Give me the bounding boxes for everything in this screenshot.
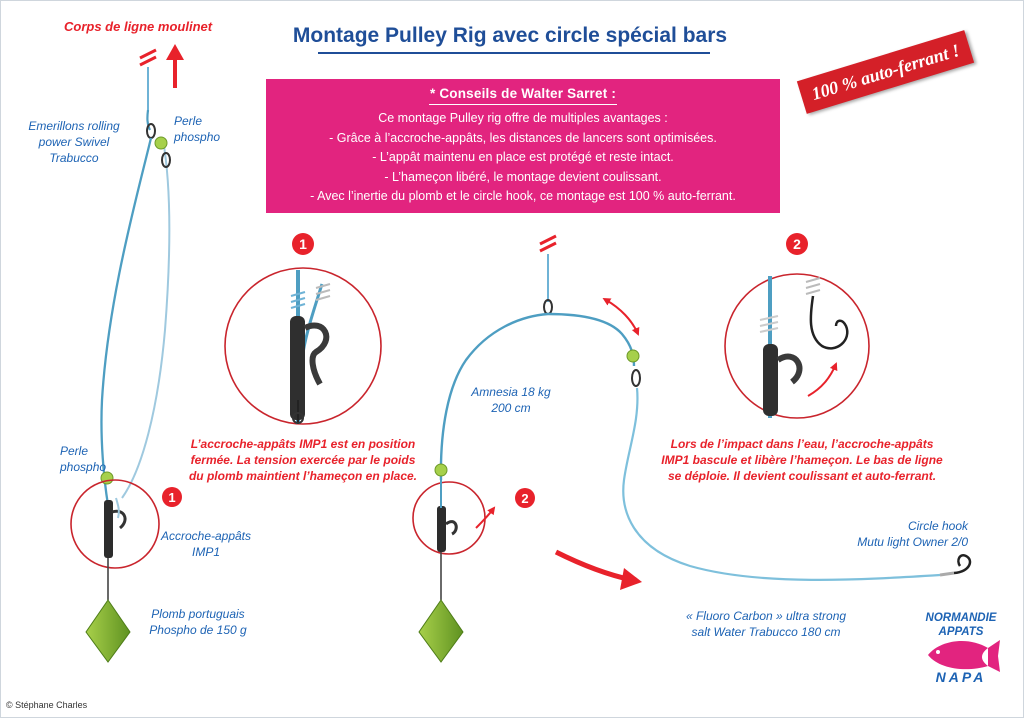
- deploy-arrow-icon: [556, 552, 632, 580]
- logo-text: NORMANDIE: [925, 612, 997, 624]
- bait-clip-label-line: Accroche-appâts: [160, 529, 252, 543]
- photo-credit: © Stéphane Charles: [6, 700, 88, 710]
- bead-top-label: [174, 113, 220, 145]
- arrow-icon: [808, 364, 836, 396]
- lead-label-line: Plomb portuguais: [151, 607, 245, 621]
- bead-top-label-line: phospho: [174, 130, 221, 144]
- line-cut-icon: [540, 236, 556, 251]
- swivel-label-line: power Swivel Trabucco: [38, 135, 110, 165]
- hook-label-line: Mutu light Owner 2/0: [857, 535, 968, 549]
- advice-heading: * Conseils de Walter Sarret :: [429, 86, 617, 101]
- bead-bottom-label-line: Perle: [60, 444, 89, 458]
- step-one-caption-line: L’accroche-appâts IMP1 est en position: [190, 437, 416, 451]
- movement-arrow-icon: [606, 300, 638, 334]
- circle-hook-icon: [811, 296, 847, 348]
- arrow-up-icon: [166, 44, 184, 88]
- step-marker-two-text: 2: [793, 236, 801, 252]
- step-marker-one-text: 1: [168, 490, 176, 505]
- lead-weight-icon: [86, 600, 130, 662]
- fluoro-label-line: « Fluoro Carbon » ultra strong: [685, 609, 847, 623]
- auto-ferrant-stamp: 100 % auto-ferrant !: [797, 30, 974, 114]
- logo-text: APPATS: [938, 626, 984, 638]
- swivel-icon: [147, 124, 155, 138]
- step-two-caption-line: se déploie. Il devient coulissant et auto-ferrant.: [667, 469, 937, 483]
- zoom-step-one: [225, 233, 381, 424]
- bead-icon: [627, 350, 639, 362]
- hook-label-line: Circle hook: [907, 519, 968, 533]
- bait-clip-circle: [413, 482, 485, 554]
- bead-icon: [155, 137, 167, 149]
- swivel-icon: [632, 370, 640, 386]
- bead-top-label-line: Perle: [174, 114, 203, 128]
- swivel-label: [14, 118, 134, 166]
- advice-line: Ce montage Pulley rig offre de multiples avantages :: [378, 111, 668, 125]
- lead-label: [140, 606, 256, 638]
- lead-weight-icon: [419, 600, 463, 662]
- bait-clip-label: [156, 528, 256, 560]
- fluoro-label: [668, 608, 864, 640]
- step-marker-one-text: 1: [299, 236, 307, 252]
- swivel-icon: [544, 300, 552, 314]
- amnesia-label-line: 200 cm: [491, 401, 531, 415]
- hook-label: [838, 518, 968, 550]
- advice-line: - L’hameçon libéré, le montage devient coulissant.: [384, 169, 662, 184]
- step-one-caption: [178, 436, 428, 484]
- circle-hook-icon: [954, 555, 970, 573]
- bead-icon: [435, 464, 447, 476]
- advice-line: - Grâce à l’accroche-appâts, les distances de lancers sont optimisées.: [329, 130, 717, 145]
- napa-logo-fish: [928, 640, 1000, 672]
- bead-bottom-label: [60, 443, 106, 475]
- step-two-caption: [654, 436, 950, 484]
- bait-clip-icon: [104, 498, 125, 558]
- bait-clip-circle: [71, 480, 159, 568]
- line-cut-icon: [140, 50, 156, 65]
- amnesia-label: [466, 384, 556, 416]
- advice-line: - L’appât maintenu en place est protégé et reste intact.: [372, 150, 674, 164]
- main-line-label: Corps de ligne moulinet: [64, 19, 213, 34]
- bait-clip-icon: [437, 478, 456, 552]
- fluoro-label-line: salt Water Trabucco 180 cm: [691, 625, 841, 639]
- advice-line: - Avec l’inertie du plomb et le circle hook, ce montage est 100 % auto-ferrant.: [310, 189, 736, 203]
- logo-text: NAPA: [935, 669, 987, 685]
- bait-clip-label-line: IMP1: [191, 545, 220, 559]
- step-two-caption-line: Lors de l’impact dans l’eau, l’accroche-appâts: [670, 437, 934, 451]
- step-one-caption-line: du plomb maintient l’hameçon en place.: [188, 469, 418, 483]
- page-title: Montage Pulley Rig avec circle spécial bars: [292, 24, 728, 47]
- step-one-caption-line: fermée. La tension exercée par le poids: [190, 453, 416, 467]
- amnesia-label-line: Amnesia 18 kg: [471, 385, 551, 399]
- step-marker-two-text: 2: [521, 491, 529, 506]
- lead-label-line: Phospho de 150 g: [149, 623, 247, 637]
- zoom-step-two: [725, 233, 869, 418]
- bait-clip-icon: [763, 344, 799, 416]
- swivel-label-line: Emerillons rolling: [28, 119, 120, 133]
- bead-bottom-label-line: phospho: [60, 460, 107, 474]
- step-two-caption-line: IMP1 bascule et libère l’hameçon. Le bas de ligne: [661, 453, 943, 467]
